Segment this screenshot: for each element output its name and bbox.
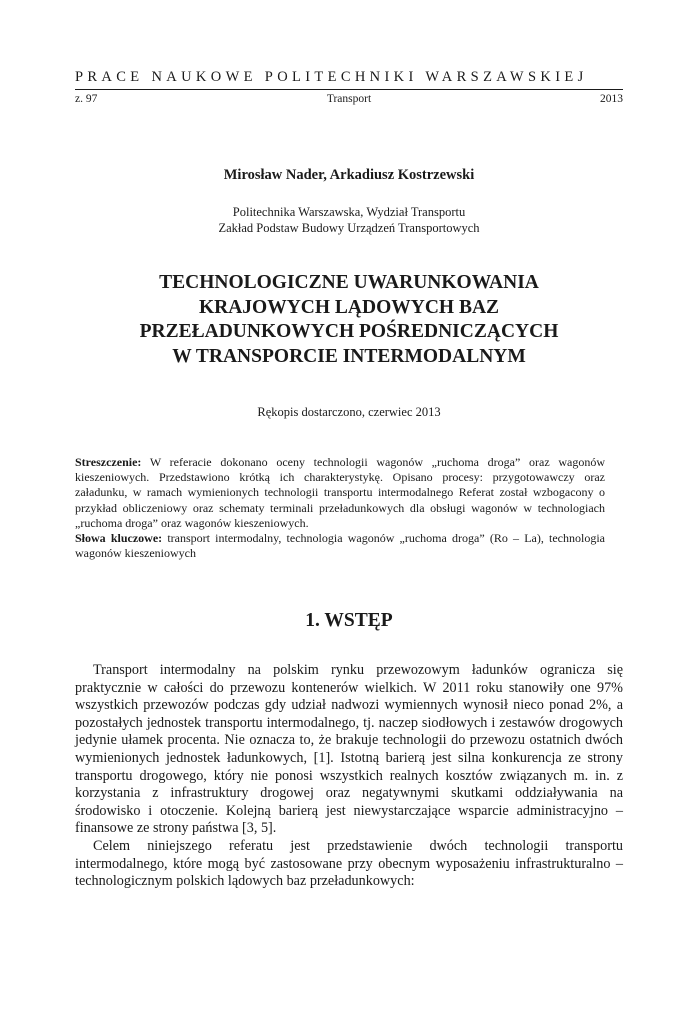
title-line: TECHNOLOGICZNE UWARUNKOWANIA: [159, 272, 539, 293]
abstract-label: Streszczenie:: [75, 455, 142, 469]
header-rule: [75, 89, 623, 90]
abstract-block: [75, 455, 605, 561]
journal-title: PRACE NAUKOWE POLITECHNIKI WARSZAWSKIEJ: [75, 69, 588, 85]
paper-title: [0, 271, 698, 369]
volume-number: z. 97: [75, 93, 98, 105]
received-date: Rękopis dostarczono, czerwiec 2013: [257, 405, 441, 419]
publication-year: 2013: [600, 93, 623, 105]
title-line: PRZEŁADUNKOWYCH POŚREDNICZĄCYCH: [139, 321, 559, 342]
paragraph: Celem niniejszego referatu jest przedstawienie dwóch technologii transportu intermodalnego, które mogą być zastosowane przy obecnym wyposażeniu infrastrukturalno – technologicznym polskich lądowych baz przeładunkowych:: [75, 837, 623, 890]
keywords-label: Słowa kluczowe:: [75, 531, 163, 546]
section-heading: 1. WSTĘP: [305, 610, 393, 631]
journal-section: Transport: [326, 93, 372, 105]
keywords: [75, 531, 605, 561]
keywords-text: transport intermodalny, technologia wagonów „ruchoma droga” (Ro – La), technologia wagonów kieszeniowych: [75, 531, 605, 561]
title-line: W TRANSPORCIE INTERMODALNYM: [172, 345, 526, 367]
affiliation-line: Politechnika Warszawska, Wydział Transportu: [232, 205, 466, 219]
abstract-text: W referacie dokonano oceny technologii wagonów „ruchoma droga” oraz wagonów kieszeniowych. Przedstawiono krótką ich charakterystykę. Opisano procesy: przygotowawczy oraz załadunku, w ramach wymienionych technologii transportu intermodalnego Referat został wzbogacony o przykład obliczeniowy oraz schematy terminali przeładunkowych dla obsługi wagonów w technologiach „ruchoma droga” oraz wagonów kieszeniowych.: [75, 455, 605, 530]
affiliation: [0, 204, 698, 236]
affiliation-line: Zakład Podstaw Budowy Urządzeń Transportowych: [218, 221, 480, 235]
abstract: [75, 455, 605, 531]
paragraph: Transport intermodalny na polskim rynku przewozowym ładunków ogranicza się praktycznie w całości do przewozu kontenerów wielkich. W 2011 roku stanowiły one 97% wszystkich przewozów podczas gdy udział nadwozi wymiennych wynosił nieco ponad 2%, a pozostałych jednostek transportu intermodalnego, tj. naczep siodłowych i zestawów drogowych jedynie ułamek procenta. Nie oznacza to, że brakuje technologii do przewozu ostatnich dwóch wymienionych jednostek ładunkowych, [1]. Istotną barierą jest silna konkurencja ze strony transportu drogowego, który nie ponosi wszystkich realnych kosztów związanych m. in. z korzystania z infrastruktury drogowej oraz negatywnymi skutkami oddziaływania na środowisko i otoczenie. Kolejną barierą jest niewystarczające wsparcie administracyjno – finansowe ze strony państwa [3, 5].: [75, 662, 623, 837]
title-line: KRAJOWYCH LĄDOWYCH BAZ: [198, 296, 500, 318]
author-list: Mirosław Nader, Arkadiusz Kostrzewski: [223, 167, 475, 183]
body-text: [75, 662, 623, 891]
